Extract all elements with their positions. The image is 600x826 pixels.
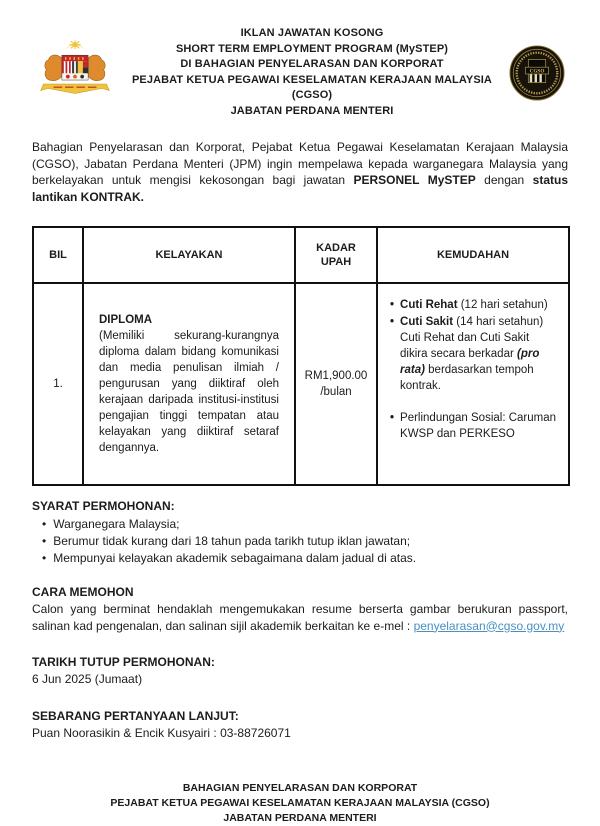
table-row <box>33 283 569 485</box>
pertanyaan-value: Puan Noorasikin & Encik Kusyairi : 03-88726071 <box>32 725 291 740</box>
cara-instructions: Calon yang berminat hendaklah mengemukakan resume berserta gambar berukuran passport, salinan kad pengenalan, dan salinan sijil akademik berkaitan ke e-mel : <box>32 602 568 633</box>
bullet-icon <box>390 314 394 394</box>
email-link[interactable]: penyelarasan@cgso.gov.my <box>413 618 565 633</box>
intro-paragraph <box>32 139 568 205</box>
document-footer <box>32 781 568 826</box>
benefit-pro-rata: (pro rata) <box>400 348 540 376</box>
title-line: SHORT TERM EMPLOYMENT PROGRAM (MySTEP) <box>175 42 449 55</box>
bullet-icon <box>390 410 394 442</box>
benefit-bold: Cuti Rehat <box>400 299 458 311</box>
title-line: JABATAN PERDANA MENTERI <box>230 104 394 117</box>
benefit-item <box>390 297 558 313</box>
col-header-kemudahan: KEMUDAHAN <box>377 227 569 283</box>
salary-amount: RM1,900.00 <box>304 370 368 382</box>
footer-line: JABATAN PERDANA MENTERI <box>223 812 377 824</box>
qualification-text: (Memiliki sekurang-kurangnya diploma dalam bidang komunikasi dan media penulisan ilmiah / pengurusan yang diiktiraf oleh kerajaan daripada institusi-institusi pengajian tinggi tempatan atau kelayakan yang diiktiraf setaraf dengannya. <box>99 330 279 454</box>
cara-text <box>32 601 568 634</box>
intro-position-bold: PERSONEL MySTEP <box>353 173 476 187</box>
col-header-kelayakan: KELAYAKAN <box>83 227 295 283</box>
pertanyaan-heading: SEBARANG PERTANYAAN LANJUT: <box>32 708 239 723</box>
cell-bil: 1. <box>33 283 83 485</box>
syarat-heading: SYARAT PERMOHONAN: <box>32 499 175 513</box>
tarikh-value: 6 Jun 2025 (Jumaat) <box>32 672 143 686</box>
syarat-item: • Warganegara Malaysia; <box>32 516 568 533</box>
cell-kemudahan <box>377 283 569 485</box>
section-syarat-permohonan <box>32 498 568 567</box>
cell-kelayakan <box>83 283 295 485</box>
syarat-list <box>32 516 568 567</box>
title-line: PEJABAT KETUA PEGAWAI KESELAMATAN KERAJAAN MALAYSIA (CGSO) <box>132 73 492 101</box>
intro-text-mid: dengan <box>475 173 533 187</box>
bullet-icon <box>390 297 394 313</box>
vacancy-table <box>32 226 570 486</box>
benefit-bold: Cuti Sakit <box>400 316 454 328</box>
table-header-row <box>33 227 569 283</box>
intro-text: Bahagian Penyelarasan dan Korporat, Pejabat Ketua Pegawai Keselamatan Kerajaan Malaysia (CGSO), Jabatan Perdana Menteri (JPM) ingin mempelawa kepada warganegara Malaysia yang berkelayakan untuk mengisi kekosongan bagi jawatan <box>32 140 568 187</box>
intro-status-bold: status lantikan KONTRAK. <box>32 173 568 204</box>
col-header-bil: BIL <box>33 227 83 283</box>
title-line: DI BAHAGIAN PENYELARASAN DAN KORPORAT <box>180 58 444 70</box>
syarat-item: • Berumur tidak kurang dari 18 tahun pada tarikh tutup iklan jawatan; <box>32 533 568 550</box>
section-tarikh-tutup <box>32 654 568 688</box>
footer-line: PEJABAT KETUA PEGAWAI KESELAMATAN KERAJAAN MALAYSIA (CGSO) <box>110 797 490 809</box>
benefit-rest: berdasarkan tempoh kontrak. <box>400 364 534 392</box>
benefit-rest: (12 hari setahun) <box>457 299 548 311</box>
document-header <box>32 26 568 119</box>
footer-line: BAHAGIAN PENYELARASAN DAN KORPORAT <box>182 782 418 794</box>
benefit-text <box>400 314 558 394</box>
cell-kadar-upah <box>295 283 377 485</box>
malaysia-coat-of-arms-icon <box>32 39 118 107</box>
benefit-rest: (14 hari setahun) Cuti Rehat dan Cuti Sakit dikira secara berkadar <box>400 316 544 360</box>
title-line: IKLAN JAWATAN KOSONG <box>240 27 384 39</box>
benefit-text <box>400 297 558 313</box>
cgso-seal-logo-icon <box>506 44 568 102</box>
section-pertanyaan <box>32 708 568 742</box>
document-title-block <box>126 26 498 119</box>
qualification-title: DIPLOMA <box>99 314 153 326</box>
jata-negara-logo-icon <box>32 39 118 107</box>
salary-period: /bulan <box>320 386 352 398</box>
col-header-kadar-upah: KADAR UPAH <box>295 227 377 283</box>
benefit-item <box>390 410 558 442</box>
benefit-text: Perlindungan Sosial: Caruman KWSP dan PERKESO <box>400 412 557 440</box>
cgso-seal-icon <box>508 44 566 102</box>
seal-center-text: CGSO <box>529 68 545 75</box>
cara-heading: CARA MEMOHON <box>32 585 134 599</box>
section-cara-memohon <box>32 584 568 634</box>
syarat-item: • Mempunyai kelayakan akademik sebagaimana dalam jadual di atas. <box>32 550 568 567</box>
tarikh-heading: TARIKH TUTUP PERMOHONAN: <box>32 655 215 669</box>
benefit-item <box>390 314 558 394</box>
